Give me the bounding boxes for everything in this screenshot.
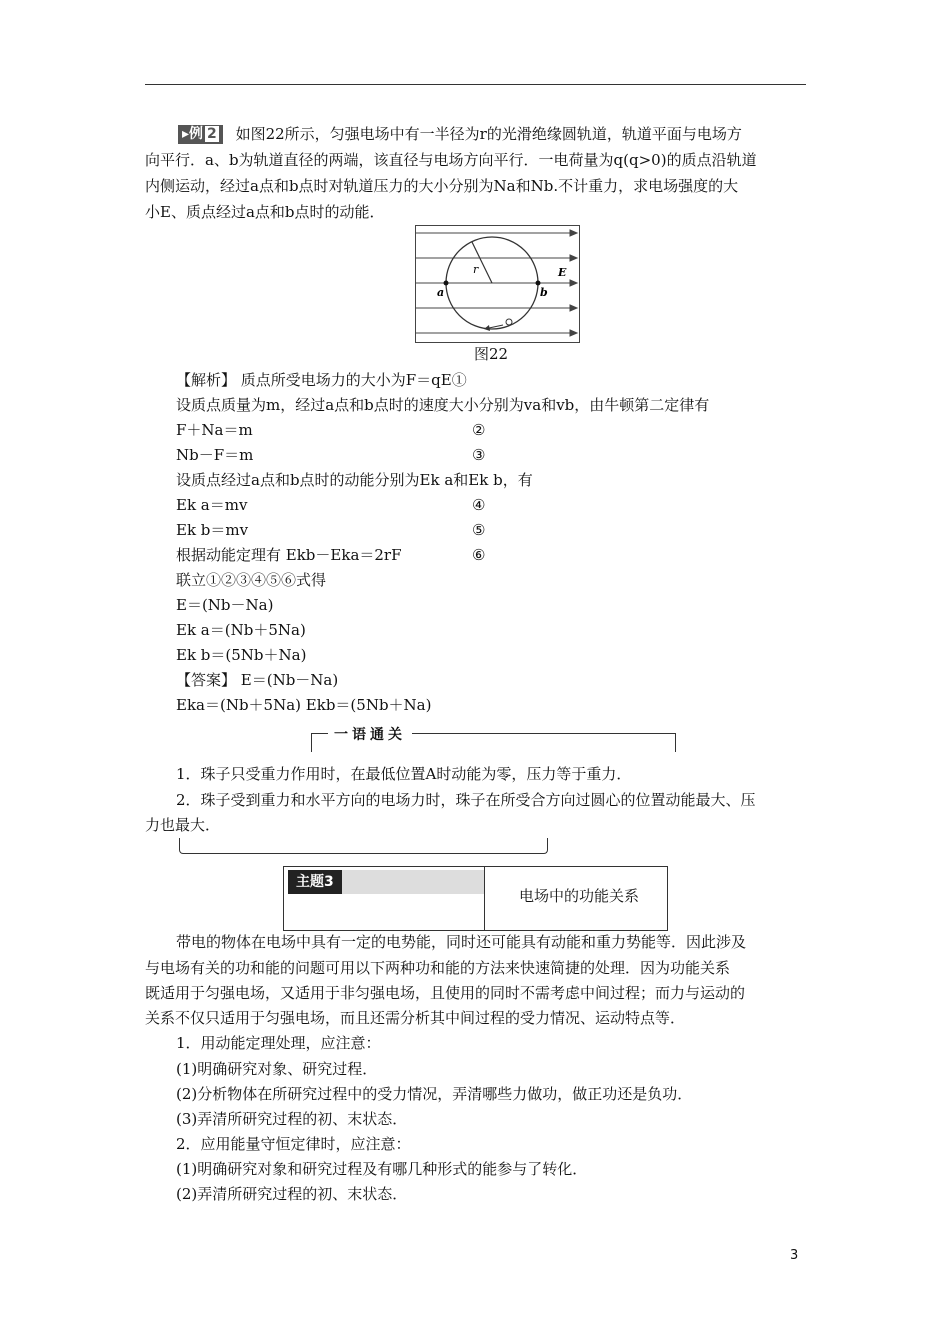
body-line: (1)明确研究对象、研究过程． — [176, 1060, 378, 1078]
solution-line: 联立①②③④⑤⑥式得 — [176, 571, 327, 589]
tip-box-bottom — [179, 838, 548, 854]
point-a — [444, 281, 449, 286]
body-line: (2)分析物体在所研究过程中的受力情况，弄清哪些力做功，做正功还是负功． — [176, 1085, 693, 1103]
solution-line: Ek b＝mv — [176, 521, 249, 539]
solution-line: Ek a＝(Nb＋5Na) — [176, 621, 306, 639]
label-a: a — [437, 286, 445, 299]
solution-line: Ek b＝(5Nb＋Na) — [176, 646, 307, 664]
figure-caption: 图22 — [474, 345, 509, 363]
body-line: (1)明确研究对象和研究过程及有哪几种形式的能参与了转化． — [176, 1160, 588, 1178]
answer-line: Eka＝(Nb＋5Na) Ekb＝(5Nb＋Na) — [176, 696, 432, 714]
solution-line: F＋Na＝m — [176, 421, 253, 439]
answer-line: 【答案】 E＝(Nb－Na) — [176, 671, 339, 689]
body-line: (3)弄清所研究过程的初、末状态． — [176, 1110, 408, 1128]
page-number: 3 — [790, 1248, 799, 1263]
example-line-1: 如图22所示，匀强电场中有一半径为r的光滑绝缘圆轨道，轨道平面与电场方 — [235, 125, 742, 143]
header-rule — [145, 84, 806, 85]
solution-line: 根据动能定理有 Ekb－Eka＝2rF — [176, 546, 402, 564]
label-E: E — [558, 266, 567, 279]
example-badge: ▸例 2 — [178, 125, 223, 144]
solution-line: 设质点质量为m，经过a点和b点时的速度大小分别为va和vb，由牛顿第二定律有 — [176, 396, 710, 414]
topic-divider — [484, 867, 485, 930]
equation-number: ② — [472, 421, 486, 439]
equation-number: ⑤ — [472, 521, 486, 539]
field-lines — [415, 230, 577, 336]
label-b: b — [540, 286, 548, 299]
topic-tag: 主题3 — [288, 870, 484, 894]
body-line: 既适用于匀强电场，又适用于非匀强电场，且使用的同时不需考虑中间过程；而力与运动的 — [145, 984, 746, 1002]
tip-line: 力也最大． — [145, 816, 221, 834]
example-line-3: 内侧运动，经过a点和b点时对轨道压力的大小分别为Na和Nb.不计重力，求电场强度的大 — [145, 177, 739, 195]
solution-line: 设质点经过a点和b点时的动能分别为Ek a和Ek b，有 — [176, 471, 533, 489]
tip-line: 2．珠子受到重力和水平方向的电场力时，珠子在所受合方向过圆心的位置动能最大、压 — [176, 791, 756, 809]
example-line-2: 向平行．a、b为轨道直径的两端，该直径与电场方向平行．一电荷量为q(q>0)的质点沿轨道 — [145, 151, 757, 169]
body-line: (2)弄清所研究过程的初、末状态． — [176, 1185, 408, 1203]
solution-line: 【解析】 质点所受电场力的大小为F＝qE① — [176, 371, 467, 389]
example-problem — [145, 121, 806, 225]
body-line: 与电场有关的功和能的问题可用以下两种功和能的方法来快速简捷的处理．因为功能关系 — [145, 959, 731, 977]
body-line: 1．用动能定理处理，应注意： — [176, 1034, 381, 1052]
equation-number: ⑥ — [472, 546, 486, 564]
topic-title: 电场中的功能关系 — [519, 887, 640, 905]
solution-line: Ek a＝mv — [176, 496, 248, 514]
equation-number: ④ — [472, 496, 486, 514]
tip-box-title: 一语通关 — [328, 724, 412, 744]
body-line: 带电的物体在电场中具有一定的电势能，同时还可能具有动能和重力势能等．因此涉及 — [176, 933, 747, 951]
topic-header — [283, 866, 668, 931]
label-r: r — [473, 263, 479, 276]
body-line: 2．应用能量守恒定律时，应注意： — [176, 1135, 411, 1153]
example-line-4: 小E、质点经过a点和b点时的动能． — [145, 203, 385, 221]
solution-line: Nb－F＝m — [176, 446, 254, 464]
solution-line: E＝(Nb－Na) — [176, 596, 274, 614]
figure-22 — [415, 225, 580, 343]
body-line: 关系不仅只适用于匀强电场，而且还需分析其中间过程的受力情况、运动特点等． — [145, 1009, 686, 1027]
point-b — [536, 281, 541, 286]
tip-line: 1．珠子只受重力作用时，在最低位置A时动能为零，压力等于重力． — [176, 765, 632, 783]
equation-number: ③ — [472, 446, 486, 464]
particle — [506, 319, 512, 325]
